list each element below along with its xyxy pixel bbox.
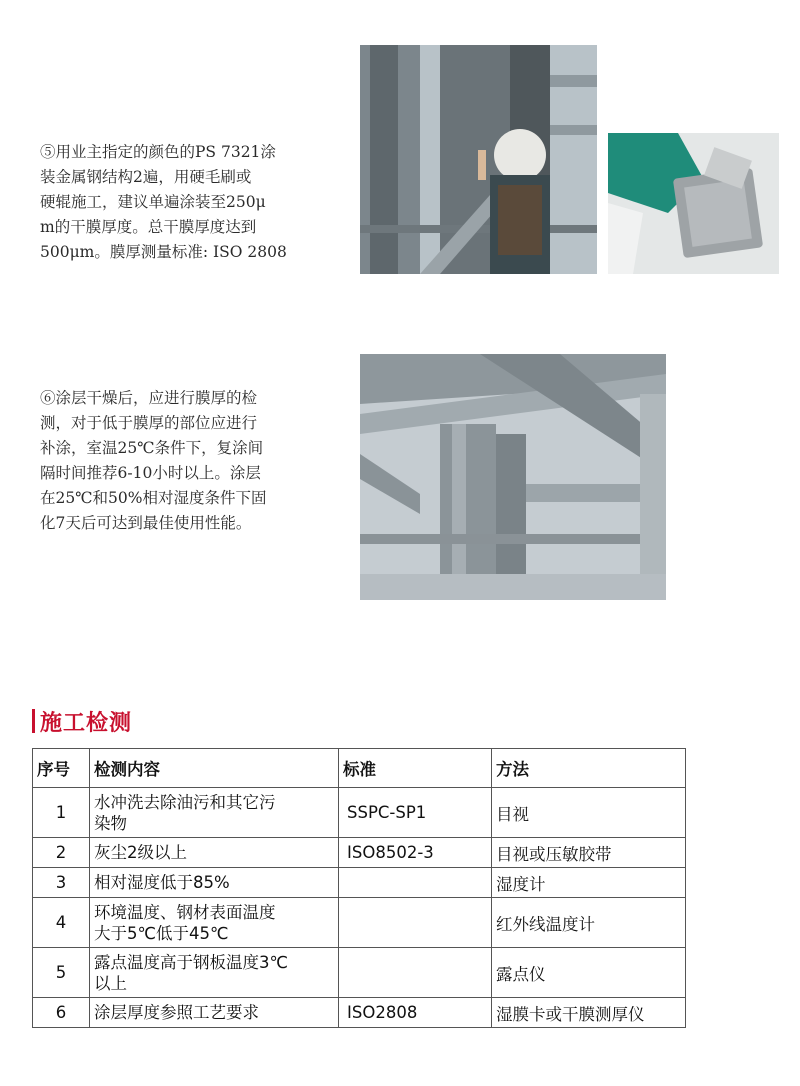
cell-index: 6 — [33, 998, 90, 1028]
cell-content: 环境温度、钢材表面温度 大于5℃低于45℃ — [90, 898, 339, 948]
cell-index: 5 — [33, 948, 90, 998]
cell-method: 目视 — [492, 788, 686, 838]
step-5-text: ⑤用业主指定的颜色的PS 7321涂 装金属钢结构2遍，用硬毛刷或 硬辊施工，建议单遍涂装至250μ m的干膜厚度。总干膜厚度达到 500μm。膜厚测量标准: ISO 2808 — [40, 143, 287, 261]
cell-content: 相对湿度低于85% — [90, 868, 339, 898]
table-row — [33, 998, 686, 1028]
cell-method: 目视或压敏胶带 — [492, 838, 686, 868]
section-title-accent-bar — [32, 709, 35, 733]
cell-standard: ISO2808 — [339, 998, 492, 1028]
table-row — [33, 948, 686, 998]
cell-content: 露点温度高于钢板温度3℃ 以上 — [90, 948, 339, 998]
inspection-table — [32, 748, 686, 1028]
cell-index: 2 — [33, 838, 90, 868]
cell-index: 4 — [33, 898, 90, 948]
table-body — [33, 788, 686, 1028]
table-row — [33, 788, 686, 838]
photo-wet-film-gauge — [608, 133, 779, 274]
table-header-row — [33, 749, 686, 788]
header-standard: 标准 — [339, 749, 492, 788]
cell-standard: ISO8502-3 — [339, 838, 492, 868]
table-row — [33, 868, 686, 898]
cell-method: 露点仪 — [492, 948, 686, 998]
header-content: 检测内容 — [90, 749, 339, 788]
cell-standard — [339, 948, 492, 998]
cell-method: 湿度计 — [492, 868, 686, 898]
cell-content: 灰尘2级以上 — [90, 838, 339, 868]
table-row — [33, 898, 686, 948]
cell-method: 湿膜卡或干膜测厚仪 — [492, 998, 686, 1028]
cell-method: 红外线温度计 — [492, 898, 686, 948]
cell-standard — [339, 898, 492, 948]
header-method: 方法 — [492, 749, 686, 788]
photo-coated-steel-structure — [360, 354, 666, 600]
cell-index: 3 — [33, 868, 90, 898]
cell-content: 水冲洗去除油污和其它污 染物 — [90, 788, 339, 838]
table-row — [33, 838, 686, 868]
cell-content: 涂层厚度参照工艺要求 — [90, 998, 339, 1028]
cell-standard: SSPC-SP1 — [339, 788, 492, 838]
photo-worker-painting-steel — [360, 45, 597, 274]
step-6-text: ⑥涂层干燥后，应进行膜厚的检 测，对于低于膜厚的部位应进行 补涂，室温25℃条件下，复涂间 隔时间推荐6-10小时以上。涂层 在25℃和50%相对湿度条件下固 化7天后可达到最佳使用性能。 — [40, 389, 267, 532]
section-title: 施工检测 — [40, 711, 133, 736]
cell-index: 1 — [33, 788, 90, 838]
cell-standard — [339, 868, 492, 898]
header-index: 序号 — [33, 749, 90, 788]
